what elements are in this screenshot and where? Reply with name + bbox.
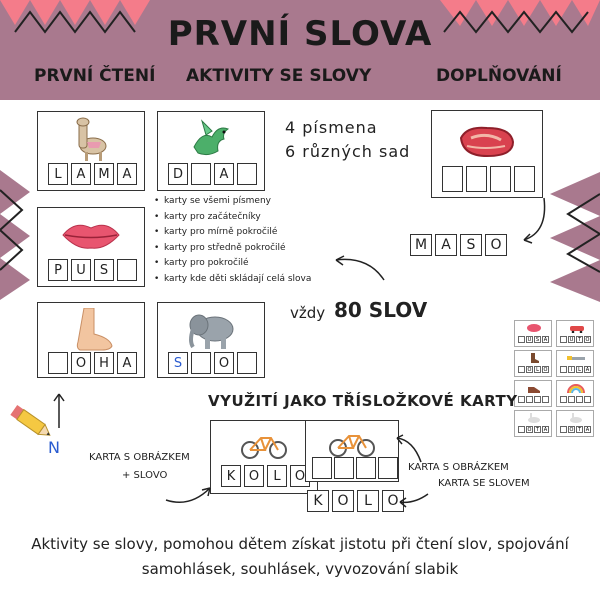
letter-row xyxy=(221,465,310,487)
note-4-pismena: 4 písmena xyxy=(285,118,378,137)
letter-cell xyxy=(334,457,354,479)
card-noha xyxy=(37,302,145,378)
steak-icon xyxy=(432,115,542,169)
mini-card-grid xyxy=(514,320,596,440)
letter-cell: A xyxy=(117,163,137,185)
list-item: • karty pro středně pokročilé xyxy=(154,241,324,257)
letter-row xyxy=(168,352,257,374)
section-title-trislozkove: VYUŽITÍ JAKO TŘÍSLOŽKOVÉ KARTY xyxy=(208,392,518,410)
letter-cell xyxy=(466,166,487,192)
mini-letter: U xyxy=(569,336,574,343)
lips-icon xyxy=(38,212,144,258)
letter-cell xyxy=(442,166,463,192)
list-item: • karty pro pokročilé xyxy=(154,256,324,272)
footer-line-1: Aktivity se slovy, pomohou dětem získat jistotu při čtení slov, spojování xyxy=(31,535,569,553)
dragon-icon xyxy=(158,116,264,162)
note-vzdy: vždy xyxy=(290,304,326,322)
letter-cell: O xyxy=(71,352,91,374)
mini-letter: A xyxy=(585,366,590,373)
mini-letter: A xyxy=(543,426,548,433)
goose-icon xyxy=(570,413,582,423)
page-title: PRVNÍ SLOVA xyxy=(167,14,433,54)
mini-card xyxy=(514,380,552,407)
letter-cell: K xyxy=(221,465,241,487)
letter-row xyxy=(48,259,137,281)
boot-icon xyxy=(529,353,539,363)
letter-cell: S xyxy=(460,234,482,256)
side-zigzag-left xyxy=(0,170,32,300)
card-maso xyxy=(431,110,543,198)
footer-description xyxy=(0,532,600,582)
mini-letter: U xyxy=(527,336,532,343)
card-types-list xyxy=(154,194,324,287)
mini-letter: S xyxy=(535,336,540,343)
letter-row xyxy=(312,457,398,479)
letter-cell: P xyxy=(48,259,68,281)
mini-letter: I xyxy=(568,366,575,373)
list-item: • karty pro začátečníky xyxy=(154,210,324,226)
mini-card xyxy=(514,320,552,347)
letter-cell: L xyxy=(357,490,379,512)
mini-letter: A xyxy=(543,336,548,343)
car-icon xyxy=(569,324,585,333)
letter-cell: M xyxy=(410,234,432,256)
letter-cell: S xyxy=(94,259,114,281)
shoe-icon xyxy=(528,383,540,393)
foot-icon xyxy=(38,307,144,353)
mini-letter: A xyxy=(585,426,590,433)
mini-card xyxy=(514,410,552,437)
mini-letter: O xyxy=(527,366,532,373)
card-slon xyxy=(157,302,265,378)
letter-cell: K xyxy=(307,490,329,512)
card-drak xyxy=(157,111,265,191)
pencil-letter: N xyxy=(48,438,60,457)
arrow-icon xyxy=(393,434,423,464)
mini-card xyxy=(556,350,594,377)
mini-card xyxy=(514,350,552,377)
letter-cell: L xyxy=(48,163,68,185)
lips-icon xyxy=(527,324,541,332)
letter-cell xyxy=(312,457,332,479)
card-pusa xyxy=(37,207,145,287)
note-karta-obrazek-2: KARTA S OBRÁZKEM xyxy=(408,462,509,473)
rainbow-icon xyxy=(567,383,585,393)
note-karta-obrazek: KARTA S OBRÁZKEM xyxy=(89,452,190,463)
bicycle-icon xyxy=(211,425,317,465)
letter-cell xyxy=(490,166,511,192)
arrow-icon xyxy=(164,478,214,508)
letter-cell: O xyxy=(244,465,264,487)
letter-row xyxy=(48,163,137,185)
letter-cell xyxy=(191,352,211,374)
llama-icon xyxy=(38,116,144,162)
letter-cell: A xyxy=(214,163,234,185)
header-band xyxy=(0,0,600,100)
letter-cell: O xyxy=(485,234,507,256)
mini-card xyxy=(556,380,594,407)
label-prvni-cteni: PRVNÍ ČTENÍ xyxy=(34,66,156,86)
word-strip-maso xyxy=(410,234,507,256)
letter-cell: A xyxy=(71,163,91,185)
mini-letter: T xyxy=(577,426,582,433)
goose-icon xyxy=(528,413,540,423)
pencil-icon xyxy=(6,402,56,442)
letter-cell: O xyxy=(332,490,354,512)
note-6-sad: 6 různých sad xyxy=(285,142,411,161)
mini-card xyxy=(556,410,594,437)
mini-letter: T xyxy=(577,336,582,343)
letter-cell: O xyxy=(214,352,234,374)
list-item: • karty pro mírně pokročilé xyxy=(154,225,324,241)
letter-row xyxy=(442,166,535,192)
letter-cell: A xyxy=(435,234,457,256)
saw-icon xyxy=(567,354,585,362)
note-karta-slovem: KARTA SE SLOVEM xyxy=(438,478,530,489)
letter-cell xyxy=(237,352,257,374)
arrow-icon xyxy=(396,490,430,510)
note-80-slov: 80 SLOV xyxy=(334,298,428,322)
list-item: • karty kde děti skládají celá slova xyxy=(154,272,324,288)
mini-card xyxy=(556,320,594,347)
note-plus-slovo: + SLOVO xyxy=(122,470,168,481)
letter-cell: D xyxy=(168,163,188,185)
letter-cell: H xyxy=(94,352,114,374)
mini-letter: O xyxy=(569,426,574,433)
card-lama xyxy=(37,111,145,191)
letter-cell xyxy=(356,457,376,479)
label-doplnovani: DOPLŇOVÁNÍ xyxy=(436,66,562,86)
mini-letter: L xyxy=(576,366,583,373)
letter-cell: L xyxy=(267,465,287,487)
elephant-icon xyxy=(158,307,264,353)
letter-row xyxy=(168,163,257,185)
letter-cell: O xyxy=(290,465,310,487)
letter-cell xyxy=(191,163,211,185)
bicycle-icon xyxy=(306,425,398,461)
arrow-icon xyxy=(328,254,388,284)
letter-cell: A xyxy=(117,352,137,374)
letter-cell xyxy=(514,166,535,192)
card-kolo-picture xyxy=(305,420,399,482)
mini-letter: O xyxy=(543,366,548,373)
word-strip-kolo xyxy=(307,490,404,512)
letter-cell: M xyxy=(94,163,114,185)
side-zigzag-right xyxy=(550,172,600,302)
letter-cell xyxy=(117,259,137,281)
arrow-icon xyxy=(52,390,66,430)
arrow-icon xyxy=(520,196,550,246)
card-kolo-with-word xyxy=(210,420,318,494)
letter-cell xyxy=(48,352,68,374)
mini-letter: T xyxy=(535,426,540,433)
letter-cell xyxy=(237,163,257,185)
footer-line-2: samohlásek, souhlásek, vyvozování slabik xyxy=(141,560,459,578)
mini-letter: O xyxy=(527,426,532,433)
mini-letter: L xyxy=(534,366,541,373)
letter-cell: U xyxy=(71,259,91,281)
letter-cell: O xyxy=(382,490,404,512)
label-aktivity: AKTIVITY SE SLOVY xyxy=(186,66,372,86)
list-item: • karty se všemi písmeny xyxy=(154,194,324,210)
letter-row xyxy=(48,352,137,374)
mini-letter: O xyxy=(585,336,590,343)
letter-cell: S xyxy=(168,352,188,374)
